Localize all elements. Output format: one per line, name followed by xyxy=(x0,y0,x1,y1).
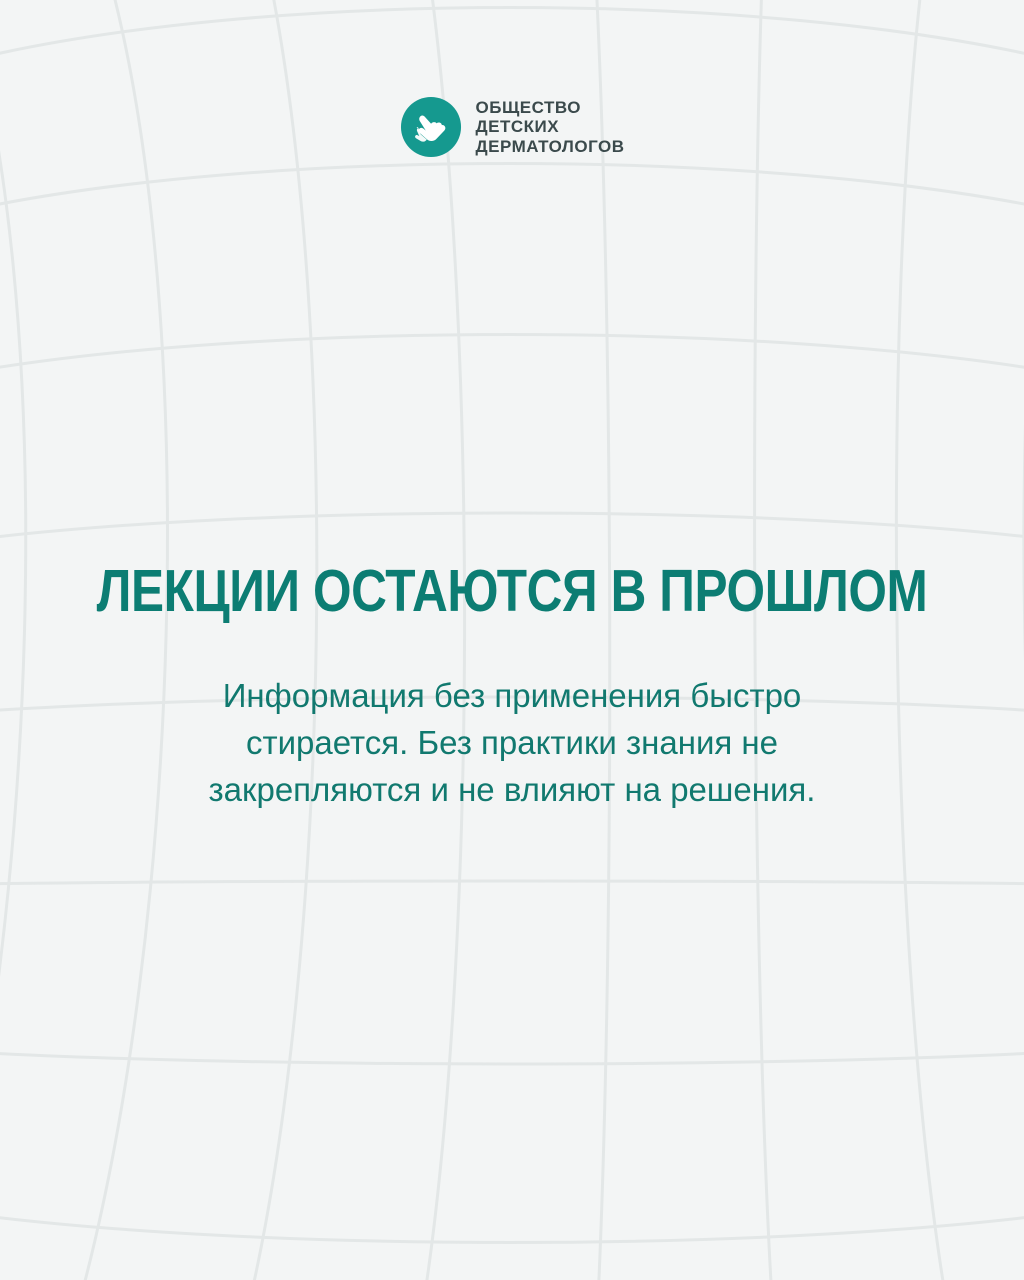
hands-circle-logo-icon xyxy=(400,96,462,158)
logo-line-3: ДЕРМАТОЛОГОВ xyxy=(475,136,625,156)
brand-logo-text xyxy=(476,98,625,155)
brand-logo xyxy=(0,96,1024,158)
subtitle-text: Информация без применения быстро стирается. Без практики знания не закрепляются и не влияют на решения. xyxy=(208,677,816,808)
logo-line-2: ДЕТСКИХ xyxy=(475,117,560,137)
logo-line-1: ОБЩЕСТВО xyxy=(475,98,581,118)
page-title: ЛЕКЦИИ ОСТАЮТСЯ В ПРОШЛОМ xyxy=(96,557,928,624)
